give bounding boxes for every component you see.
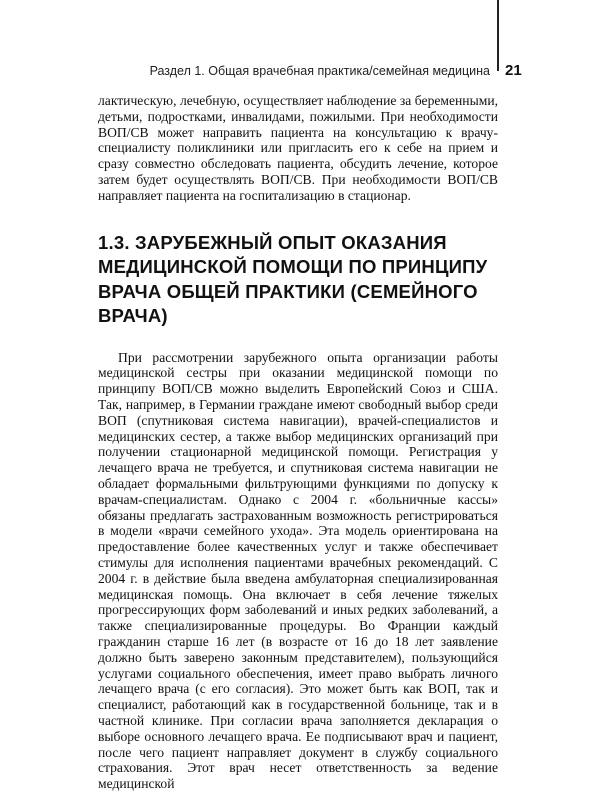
intro-paragraph: лактическую, лечебную, осуществляет наблюдение за беременными, детьми, подростками, инвалидами, пожилыми. При необходимости ВОП/СВ может направить пациента на консультацию к врачу-специалисту поликлиники или пригласить его к себе на прием и сразу совместно обследовать пациента, обсудить лечение, которое затем будет осуществлять ВОП/СВ. При необходимости ВОП/СВ направляет пациента на госпитализацию в стационар. [98, 93, 498, 203]
header-divider-line [497, 0, 499, 71]
main-paragraph: При рассмотрении зарубежного опыта организации работы медицинской сестры при оказании медицинской помощи по принципу ВОП/СВ можно выделить Европейский Союз и США. Так, например, в Германии граждане имеют свободный выбор среди ВОП (спутниковая система навигации), врачей-специалистов и медицинских сестер, а также выбор медицинских организаций при получении стационарной медицинской помощи. Регистрация у лечащего врача не требуется, и спутниковая система навигации не обладает формальными фильтрующими функциями по допуску к врачам-специалистам. Однако с 2004 г. «больничные кассы» обязаны предлагать застрахованным возможность регистрироваться в модели «врачи семейного ухода». Эта модель ориентирована на предоставление более качественных услуг и также обеспечивает стимулы для исполнения пациентами врачебных рекомендаций. С 2004 г. в действие была введена амбулаторная специализированная медицинская помощь. Она включает в себя лечение тяжелых прогрессирующих форм заболеваний и иных редких заболеваний, а также специализированные процедуры. Во Франции каждый гражданин старше 16 лет (в возрасте от 16 до 18 лет заявление должно быть заверено законным представителем), пользующийся услугами социального обеспечения, имеет право выбрать личного лечащего врача (с его согласия). Это может быть как ВОП, так и специалист, работающий как в государственной больнице, так и в частной клинике. При согласии врача заполняется декларация о выборе основного лечащего врача. Ее подписывают врач и пациент, после чего пациент направляет документ в службу социального страхования. Этот врач несет ответственность за ведение медицинской [98, 349, 498, 792]
page-header [0, 62, 600, 84]
section-heading: 1.3. ЗАРУБЕЖНЫЙ ОПЫТ ОКАЗАНИЯ МЕДИЦИНСКОЙ ПОМОЩИ ПО ПРИНЦИПУ ВРАЧА ОБЩЕЙ ПРАКТИКИ (СЕМЕЙНОГО ВРАЧА) [98, 231, 488, 327]
running-title: Раздел 1. Общая врачебная практика/семейная медицина [149, 64, 490, 78]
page-number: 21 [505, 62, 522, 79]
page-content [98, 93, 498, 792]
